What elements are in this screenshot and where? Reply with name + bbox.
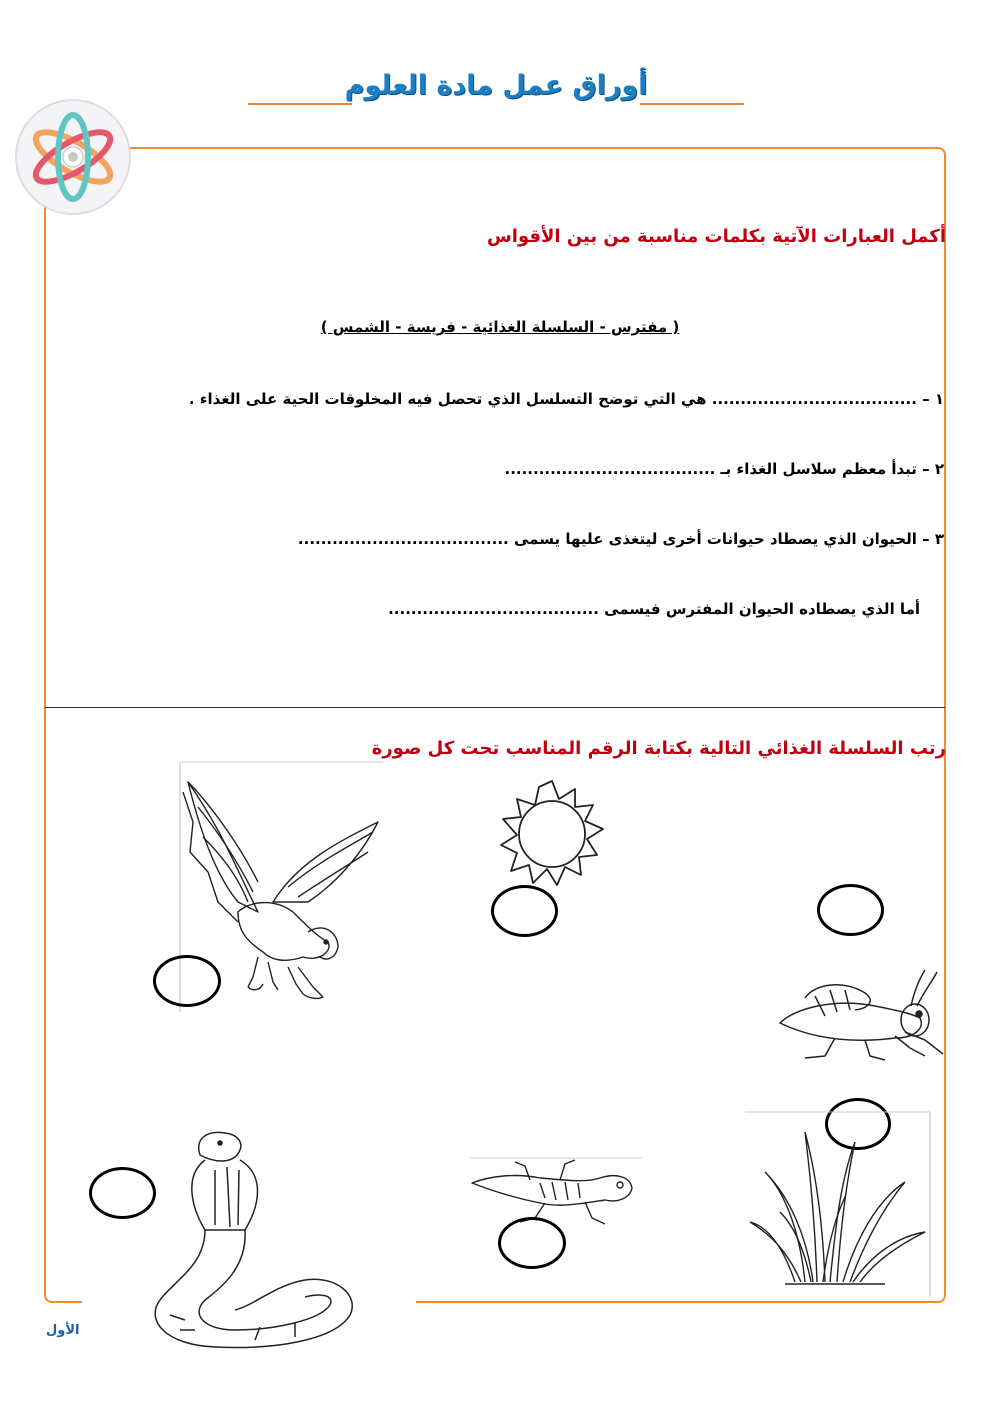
lizard-answer-oval[interactable] [498,1217,566,1269]
cobra-icon [135,1115,370,1353]
grasshopper-icon [775,968,947,1063]
science-atom-logo-icon [14,98,132,216]
footer-label: الأول [46,1323,80,1338]
sun-answer-oval[interactable] [491,885,558,937]
title-underline-right [640,103,744,105]
page-title: أوراق عمل مادة العلوم [344,70,648,101]
section1-heading: أكمل العبارات الآتية بكلمات مناسبة من بين الأقواس [486,226,946,247]
question-1: ١ – .................................... هي التي توضح التسلسل الذي تحصل فيه المخلوقات الحية على الغذاء . [188,390,944,408]
lizard-icon [470,1158,642,1233]
question-3: ٣ – الحيوان الذي يصطاد حيوانات أخرى ليتغذى عليها يسمى ..................................... [297,530,944,548]
section-divider [45,707,945,708]
title-underline-left [248,103,352,105]
question-2: ٢ – تبدأ معظم سلاسل الغذاء بـ ..................................... [504,460,944,478]
question-3b: أما الذي يصطاده الحيوان المفترس فيسمى ..................................... [388,600,920,618]
section2-heading: رتب السلسلة الغذائي التالية بكتابة الرقم المناسب تحت كل صورة [371,738,946,759]
word-bank: ( مفترس - السلسلة الغذائية - فريسة - الشمس ) [320,318,680,336]
grass-icon [745,1112,933,1297]
sun-icon [497,779,607,889]
grasshopper-answer-oval[interactable] [817,884,884,936]
eagle-answer-oval[interactable] [153,955,221,1007]
